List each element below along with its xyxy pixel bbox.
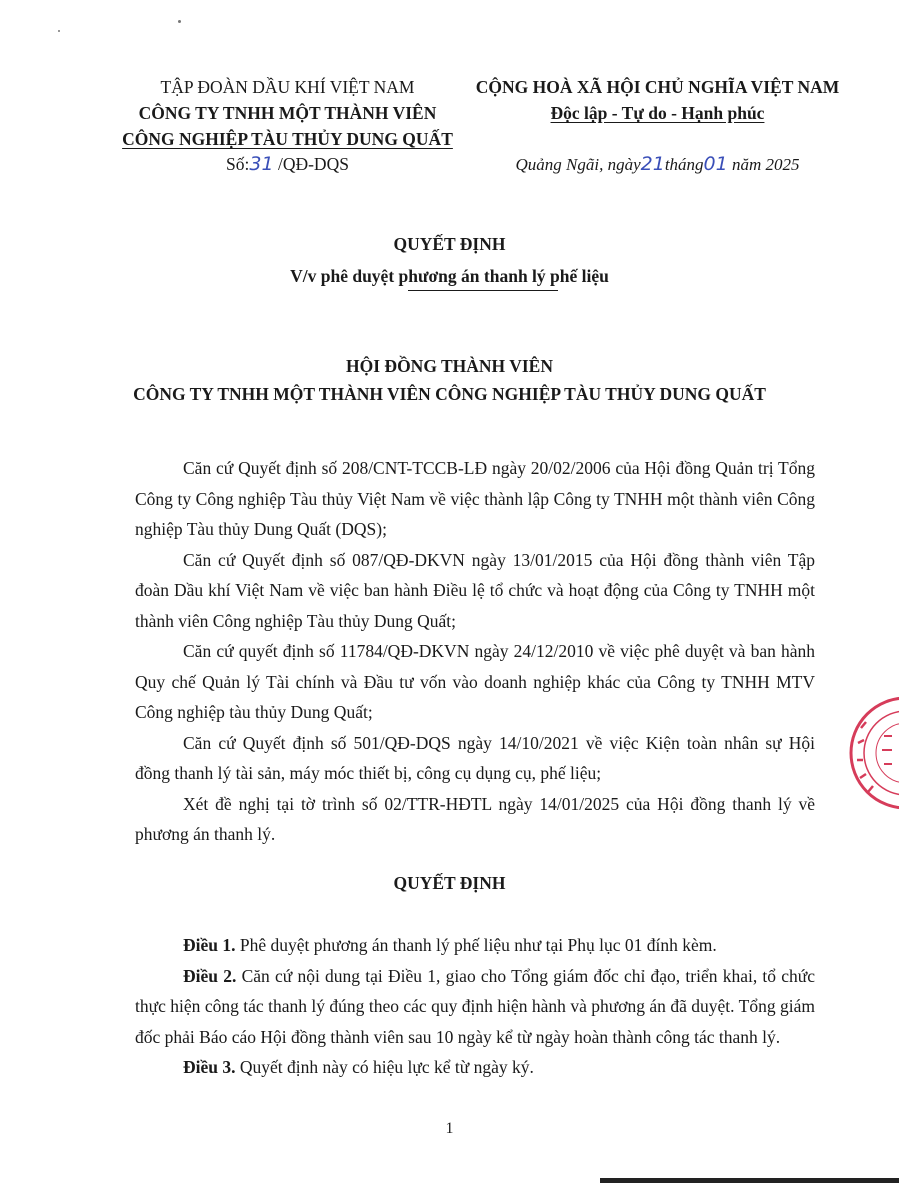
legal-basis-2: Căn cứ Quyết định số 087/QĐ-DKVN ngày 13/01/2015 của Hội đồng thành viên Tập đoàn Dầu khí Việt Nam về việc ban hành Điều lệ tổ chức và hoạt động của Công ty TNHH một thành viên Công nghiệp Tàu thủy Dung Quất;: [135, 549, 815, 631]
article-1: Điều 1. Phê duyệt phương án thanh lý phế liệu như tại Phụ lục 01 đính kèm.: [183, 935, 717, 955]
subject-underline: [408, 290, 558, 291]
national-motto-block: [470, 74, 845, 126]
decision-number: Số:31 /QĐ-DQS: [226, 153, 349, 175]
handwritten-day: 21: [640, 153, 665, 175]
decision-heading: QUYẾT ĐỊNH: [393, 873, 506, 893]
legal-bases: [135, 453, 815, 850]
document-title: QUYẾT ĐỊNH: [393, 234, 506, 254]
national-motto: Độc lập - Tự do - Hạnh phúc: [550, 103, 765, 123]
scan-speck: [58, 30, 60, 32]
handwritten-month: 01: [703, 153, 728, 175]
issuer-block: [90, 74, 485, 152]
scan-edge-line: [600, 1178, 899, 1183]
authority-company: CÔNG TY TNHH MỘT THÀNH VIÊN CÔNG NGHIỆP TÀU THỦY DUNG QUẤT: [133, 384, 766, 404]
legal-basis-1: Căn cứ Quyết định số 208/CNT-TCCB-LĐ ngày 20/02/2006 của Hội đồng Quản trị Tổng Công ty Công nghiệp Tàu thủy Việt Nam về việc thành lập Công ty TNHH một thành viên Công nghiệp Tàu thủy Dung Quất (DQS);: [135, 458, 815, 539]
company-seal-icon: [846, 688, 899, 818]
articles: [135, 930, 815, 1083]
company-name-line1: CÔNG TY TNHH MỘT THÀNH VIÊN: [138, 103, 437, 123]
handwritten-number: 31: [249, 153, 274, 175]
parent-organization: TẬP ĐOÀN DẦU KHÍ VIỆT NAM: [160, 77, 415, 97]
company-name-line2: CÔNG NGHIỆP TÀU THỦY DUNG QUẤT: [122, 129, 453, 149]
authority-title: HỘI ĐỒNG THÀNH VIÊN: [346, 356, 553, 376]
legal-basis-4: Căn cứ Quyết định số 501/QĐ-DQS ngày 14/10/2021 về việc Kiện toàn nhân sự Hội đồng thanh lý tài sản, máy móc thiết bị, công cụ dụng cụ, phế liệu;: [135, 732, 815, 783]
scan-speck: [178, 20, 181, 23]
article-2: Điều 2. Căn cứ nội dung tại Điều 1, giao cho Tổng giám đốc chỉ đạo, triển khai, tổ chức thực hiện công tác thanh lý đúng theo các quy định hiện hành và phương án đã duyệt. Tổng giám đốc phải Báo cáo Hội đồng thành viên sau 10 ngày kể từ ngày hoàn thành công tác thanh lý.: [135, 965, 816, 1047]
legal-basis-3: Căn cứ quyết định số 11784/QĐ-DKVN ngày 24/12/2010 về việc phê duyệt và ban hành Quy chế Quản lý Tài chính và Đầu tư vốn vào doanh nghiệp khác của Công ty TNHH MTV Công nghiệp tàu thủy Dung Quất;: [135, 641, 815, 722]
country-name: CỘNG HOÀ XÃ HỘI CHỦ NGHĨA VIỆT NAM: [475, 77, 840, 97]
place-and-date: Quảng Ngãi, ngày21tháng01 năm 2025: [515, 153, 800, 175]
proposal-basis: Xét đề nghị tại tờ trình số 02/TTR-HĐTL ngày 14/01/2025 của Hội đồng thanh lý về phương án thanh lý.: [135, 793, 815, 844]
document-subject: V/v phê duyệt phương án thanh lý phế liệu: [290, 266, 609, 286]
article-3: Điều 3. Quyết định này có hiệu lực kể từ ngày ký.: [183, 1057, 534, 1077]
page-number: 1: [445, 1120, 454, 1137]
